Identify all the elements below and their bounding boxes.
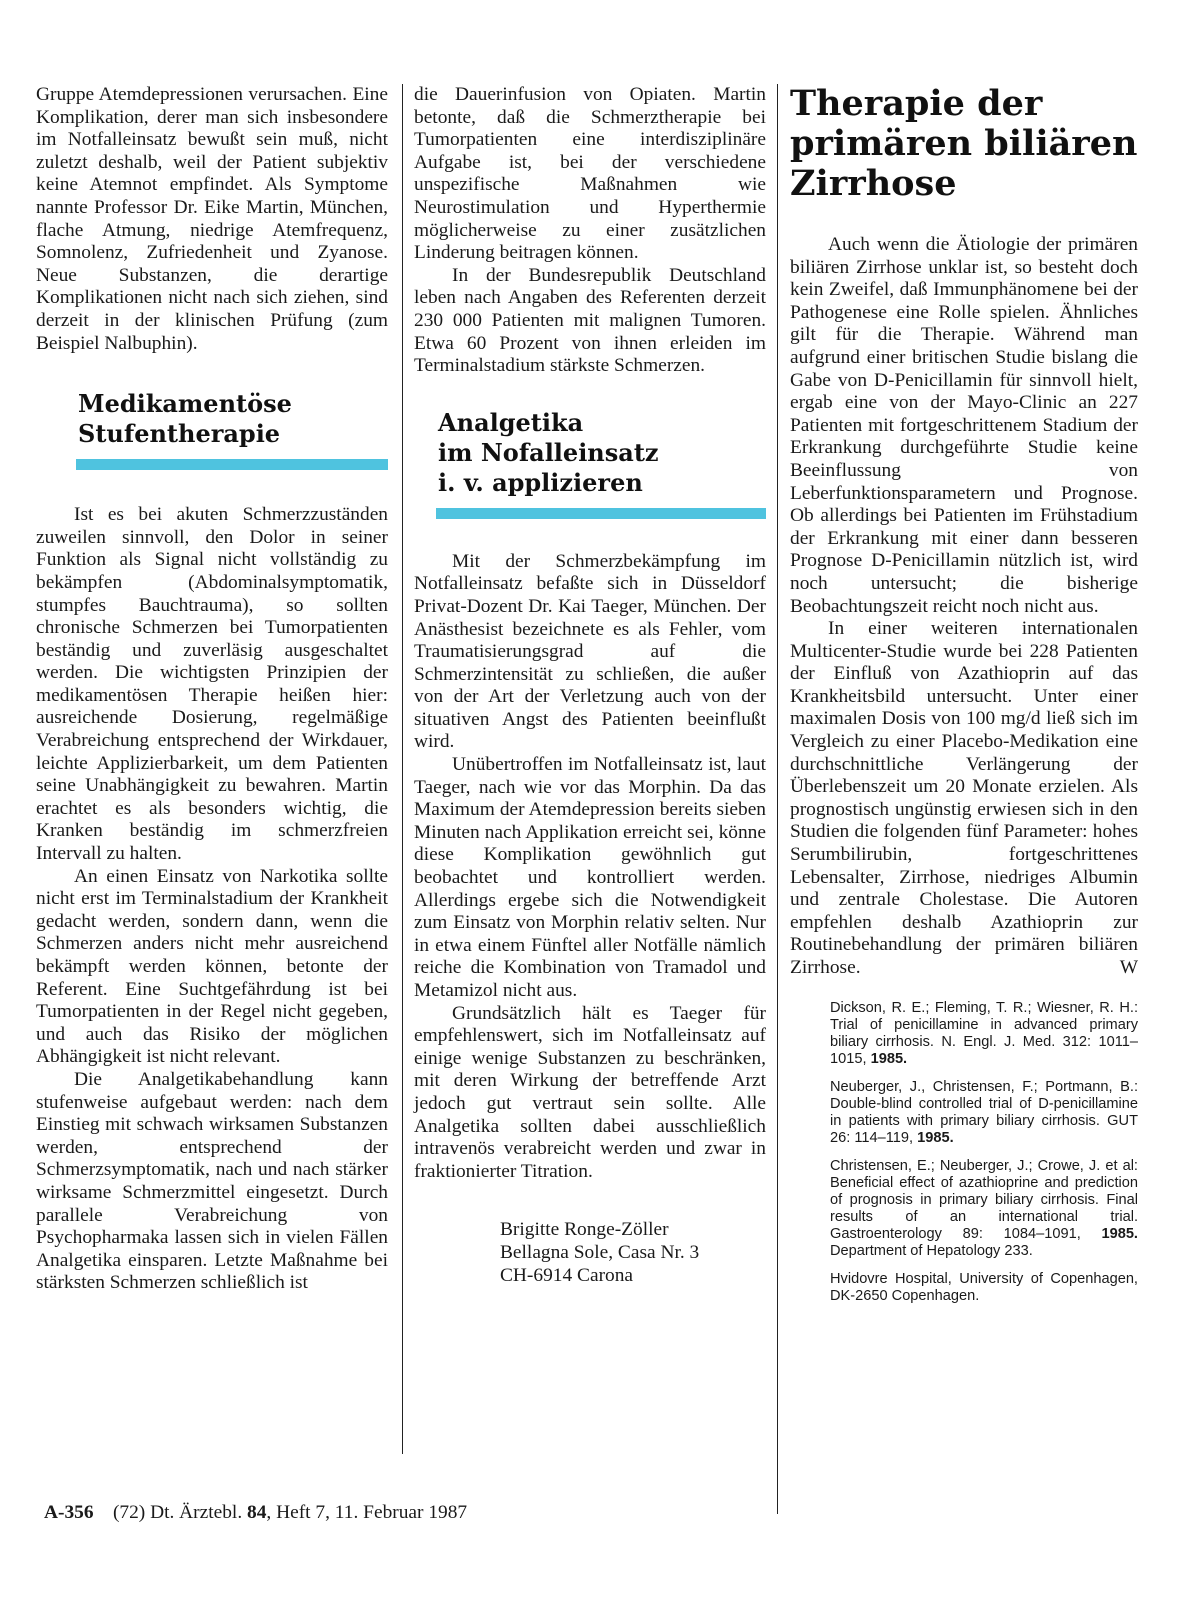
column-2 bbox=[414, 84, 766, 1287]
heading-line: Analgetika bbox=[438, 407, 584, 437]
issue-date: , Heft 7, 11. Februar 1987 bbox=[266, 1502, 468, 1523]
paragraph: die Dauerinfusion von Opiaten. Martin betonte, daß die Schmerztherapie bei Tumorpatienten eine interdisziplinäre Aufgabe ist, bei der verschiedene unspezifische Maßnahmen wie Neurostimulation und Hyperthermie möglicherweise zu einer zusätzlichen Linderung beitragen können. bbox=[414, 84, 766, 264]
volume-number: 84 bbox=[247, 1502, 267, 1523]
author-signature: W bbox=[1119, 957, 1138, 978]
column-divider bbox=[777, 84, 778, 1514]
title-line: Zirrhose bbox=[790, 163, 957, 204]
address-line: CH-6914 Carona bbox=[500, 1264, 634, 1286]
address-line: Bellagna Sole, Casa Nr. 3 bbox=[500, 1241, 700, 1263]
paragraph: Ist es bei akuten Schmerzzuständen zuweilen sinnvoll, den Dolor in seiner Funktion als Signal nicht vollständig zu bekämpfen (Abdominalsymptomatik, stumpfes Bauchtrauma), so sollten chronische Schmerzen bei Tumorpatienten beständig und zuverläsig ausgeschaltet werden. Die wichtigsten Prinzipien der medikamentösen Therapie heißen hier: ausreichende Dosierung, regelmäßige Verabreichung entsprechend der Wirkdauer, leichte Applizierbarkeit, um dem Patienten seine Unabhängigkeit zu bewahren. Martin erachtet es als besonders wichtig, die Kranken beständig im schmerzfreien Intervall zu halten. bbox=[36, 504, 388, 865]
address-line: Brigitte Ronge-Zöller bbox=[500, 1219, 669, 1241]
paragraph: In der Bundesrepublik Deutschland leben nach Angaben des Referenten derzeit 230 000 Patienten mit malignen Tumoren. Etwa 60 Prozent von ihnen erleiden im Terminalstadium stärkste Schmerzen. bbox=[414, 264, 766, 377]
section-heading bbox=[36, 389, 388, 449]
paragraph: Mit der Schmerzbekämpfung im Notfalleinsatz befaßte sich in Düsseldorf Privat-Dozent Dr. Kai Taeger, München. Der Anästhesist bezeichnete es als Fehler, vom Traumatisierungsgrad auf die Schmerzintensität zu schließen, die außer von der Art der Verletzung auch von der situativen Angst des Patienten beeinflußt wird. bbox=[414, 550, 766, 753]
paragraph: Auch wenn die Ätiologie der primären biliären Zirrhose unklar ist, so besteht doch kein Zweifel, daß Immunphänomene bei der Pathogenese eine Rolle spielen. Ähnliches gilt für die Therapie. Während man aufgrund einer britischen Studie bislang die Gabe von D-Penicillamin für sinnvoll hielt, ergab eine von der Mayo-Clinic an 227 Patienten mit fortgeschrittenem Stadium der Erkrankung durchgeführte Studie keine Beeinflussung von Leberfunktionsparametern und Prognose. Ob allerdings bei Patienten im Frühstadium der Erkrankung mit einer dann besseren Prognose D-Penicillamin nützlich ist, wird noch untersucht; die bisherige Beobachtungszeit reicht noch nicht aus. bbox=[790, 234, 1138, 617]
references bbox=[790, 1000, 1138, 1305]
heading-line: Stufentherapie bbox=[78, 419, 281, 449]
paragraph: Unübertroffen im Notfalleinsatz ist, laut Taeger, nach wie vor das Morphin. Da das Maximum der Atemdepression bereits sieben Minuten nach Applikation erreicht sei, könne diese Komplikation gewöhnlich gut beobachtet und kontrolliert werden. Allerdings ergebe sich die Notwendigkeit zum Einsatz von Morphin relativ selten. Nur in etwa einem Fünftel aller Notfälle nämlich reiche die Kombination von Tramadol und Metamizol nicht aus. bbox=[414, 754, 766, 1001]
reference: Neuberger, J., Christensen, F.; Portmann, B.: Double-blind controlled trial of D-penicillamine in patients with primary biliary cirrhosis. GUT 26: 114–119, 1985. bbox=[830, 1078, 1138, 1146]
heading-line: Medikamentöse bbox=[78, 389, 292, 419]
paragraph-text: In einer weiteren internationalen Multicenter-Studie wurde bei 228 Patienten der Einfluß von Azathioprin auf das Krankheitsbild untersucht. Unter einer maximalen Dosis von 100 mg/d ließ sich im Vergleich zu einer Placebo-Medikation eine durchschnittliche Verlängerung der Überlebenszeit um 20 Monate erzielen. Als prognostisch ungünstig erwiesen sich in den Studien die folgenden fünf Parameter: hohes Serumbilirubin, fortgeschrittenes Lebensalter, Zirrhose, niedriges Albumin und zentrale Cholestase. Die Autoren empfehlen deshalb Azathioprin zur Routinebehandlung der primären biliären Zirrhose. bbox=[790, 618, 1138, 978]
title-line: Therapie der bbox=[790, 83, 1043, 124]
issue-info: (72) Dt. Ärztebl. bbox=[112, 1502, 243, 1523]
paragraph: Gruppe Atemdepressionen verursachen. Eine Komplikation, derer man sich insbesondere im Notfalleinsatz bewußt sein muß, nicht zuletzt deshalb, weil der Patient subjektiv keine Atemnot empfindet. Als Symptome nannte Professor Dr. Eike Martin, München, flache Atmung, niedrige Atemfrequenz, Somnolenz, Zufriedenheit und Zyanose. Neue Substanzen, die derartige Komplikationen nicht nach sich ziehen, sind derzeit in der klinischen Prüfung (zum Beispiel Nalbuphin). bbox=[36, 84, 388, 354]
accent-bar bbox=[76, 459, 388, 470]
paragraph bbox=[790, 618, 1138, 980]
article-title bbox=[790, 84, 1138, 204]
page-code: A-356 bbox=[44, 1502, 94, 1523]
page-footer bbox=[44, 1502, 467, 1524]
paragraph: An einen Einsatz von Narkotika sollte nicht erst im Terminalstadium der Krankheit gedacht werden, sondern dann, wenn die Schmerzen anders nicht mehr ausreichend bekämpft werden können, betonte der Referent. Eine Suchtgefährdung ist bei Tumorpatienten in der Regel nicht gegeben, und auch das Risiko der möglichen Abhängigkeit ist nicht relevant. bbox=[36, 865, 388, 1068]
paragraph: Grundsätzlich hält es Taeger für empfehlenswert, sich im Notfalleinsatz auf einige wenige Substanzen zu beschränken, mit deren Wirkung der betreffende Arzt jedoch gut vertraut sein sollte. Alle Analgetika sollten dabei ausschließlich intravenös verabreicht werden und zwar in fraktionierter Titration. bbox=[414, 1002, 766, 1182]
section-heading bbox=[414, 408, 766, 498]
heading-line: im Nofalleinsatz bbox=[438, 437, 659, 467]
paragraph: Die Analgetikabehandlung kann stufenweise aufgebaut werden: nach dem Einstieg mit schwach wirksamen Substanzen werden, entsprechend der Schmerzsymptomatik, nach und nach stärker wirksame Schmerzmittel eingesetzt. Durch parallele Verabreichung von Psychopharmaka lassen sich in vielen Fällen Analgetika einsparen. Letzte Maßnahme bei stärksten Schmerzen schließlich ist bbox=[36, 1068, 388, 1294]
heading-line: i. v. applizieren bbox=[438, 467, 643, 497]
column-1 bbox=[36, 84, 388, 1295]
reference: Christensen, E.; Neuberger, J.; Crowe, J. et al: Beneficial effect of azathioprine and prediction of prognosis in primary biliary cirrhosis. Final results of an international trial. Gastroenterology 89: 1084–1091, 1985. Department of Hepatology 233. bbox=[830, 1157, 1138, 1259]
column-3 bbox=[790, 84, 1138, 1316]
accent-bar bbox=[436, 508, 766, 519]
reference: Dickson, R. E.; Fleming, T. R.; Wiesner, R. H.: Trial of penicillamine in advanced primary biliary cirrhosis. N. Engl. J. Med. 312: 1011–1015, 1985. bbox=[830, 999, 1138, 1067]
author-address bbox=[414, 1219, 766, 1287]
column-divider bbox=[402, 84, 403, 1454]
reference: Hvidovre Hospital, University of Copenhagen, DK-2650 Copenhagen. bbox=[830, 1270, 1138, 1304]
title-line: primären biliären bbox=[790, 123, 1138, 164]
